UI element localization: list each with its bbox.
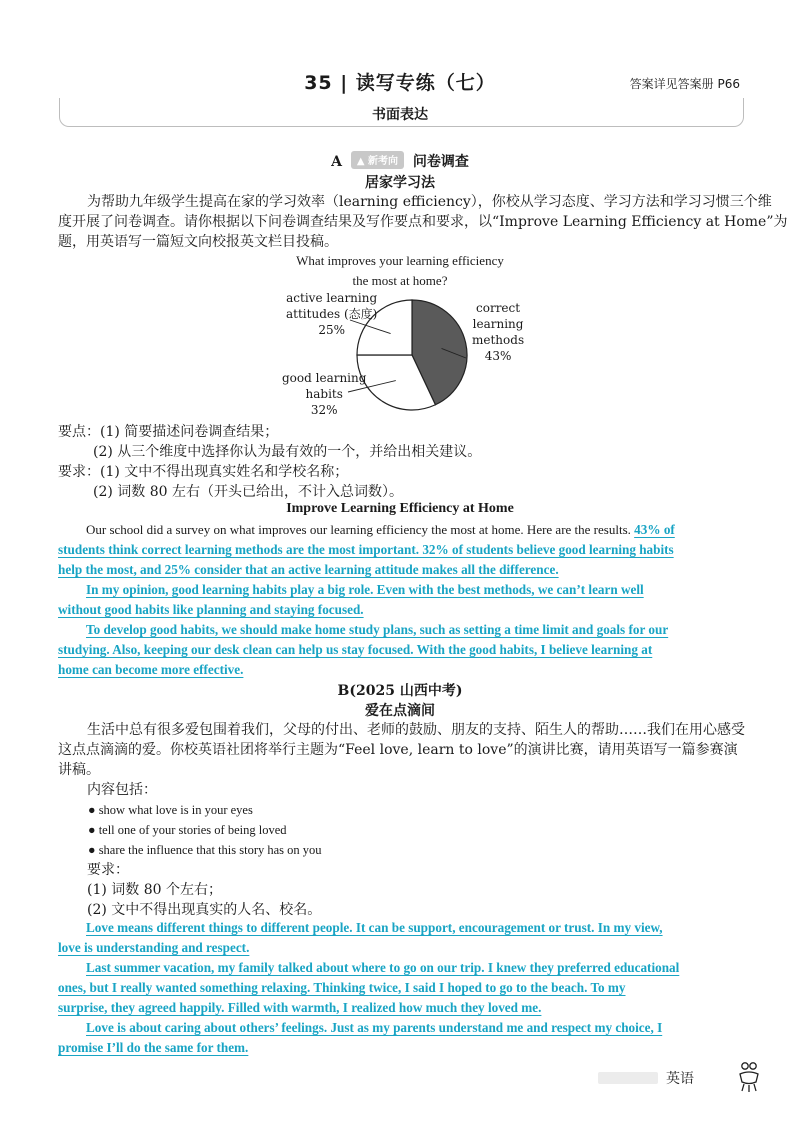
answer-text: To develop good habits, we should make home study plans, such as setting a time limit and goals for our <box>86 622 669 637</box>
answer-text: 43% of <box>634 522 675 537</box>
answer-text: without good habits like planning and staying focused. <box>58 602 364 617</box>
answer-text: love is understanding and respect. <box>58 940 250 955</box>
answer-text: In my opinion, good learning habits play a big role. Even with the best methods, we can’t learn well <box>86 582 644 597</box>
part-a-essay <box>58 520 742 680</box>
content-label: 内容包括： <box>87 782 157 798</box>
part-a-subtitle: 居家学习法 <box>365 175 435 191</box>
page-title: 35 | 读写专练（七） <box>304 72 496 94</box>
part-b-prompt-line: 讲稿。 <box>58 762 100 778</box>
answer-text: studying. Also, keeping our desk clean can help us stay focused. With the good habits, I believe learning at <box>58 642 653 657</box>
new-topic-badge: ▲ 新考向 <box>351 151 404 169</box>
part-b-label: B(2025 山西中考) <box>337 683 463 699</box>
essay-title: Improve Learning Efficiency at Home <box>286 501 514 516</box>
part-a-heading <box>0 151 800 171</box>
part-b-requirement: (1) 词数 80 个左右； <box>87 882 222 898</box>
mascot-icon <box>736 1060 762 1094</box>
part-a-prompt-line: 度开展了问卷调查。请你根据以下问卷调查结果及写作要点和要求，以“Improve Learning Efficiency at Home”为 <box>58 214 788 230</box>
part-a-label: A <box>331 154 342 170</box>
content-bullet: ● share the influence that this story has on you <box>88 843 322 857</box>
content-bullet: ● tell one of your stories of being loved <box>88 823 287 837</box>
answer-text: ones, but I really wanted something relaxing. Thinking twice, I said I hoped to go to the beach. To my <box>58 980 626 995</box>
footer-subject: 英语 <box>666 1071 694 1087</box>
part-a-prompt-line: 为帮助九年级学生提高在家的学习效率（learning efficiency），你校从学习态度、学习方法和学习习惯三个维 <box>87 194 772 210</box>
part-b-prompt-line: 这点点滴滴的爱。你校英语社团将举行主题为“Feel love, learn to love”的演讲比赛，请用英语写一篇参赛演 <box>58 742 738 758</box>
chart-title-line: What improves your learning efficiency <box>296 253 504 268</box>
part-a-requirement: (2) 词数 80 左右（开头已给出，不计入总词数）。 <box>93 484 403 500</box>
part-b-prompt-line: 生活中总有很多爱包围着我们，父母的付出、老师的鼓励、朋友的支持、陌生人的帮助……我们在用心感受 <box>87 722 745 738</box>
part-b-req-label: 要求： <box>87 862 129 878</box>
answer-text: surprise, they agreed happily. Filled with warmth, I realized how much they loved me. <box>58 1000 542 1015</box>
answer-reference: 答案详见答案册 P66 <box>629 77 740 91</box>
section-title: 书面表达 <box>372 107 428 123</box>
part-a-requirement: (2) 从三个维度中选择你认为最有效的一个，并给出相关建议。 <box>93 444 482 460</box>
part-a-topic: 问卷调查 <box>412 154 469 170</box>
answer-text: home can become more effective. <box>58 662 244 677</box>
part-b-requirement: (2) 文中不得出现真实的人名、校名。 <box>87 902 322 918</box>
footer-logo-placeholder <box>598 1072 658 1084</box>
essay-opening: Our school did a survey on what improves our learning efficiency the most at home. Here are the results. <box>86 522 631 537</box>
slice-label-active: active learning attitudes (态度) 25% <box>286 291 378 337</box>
part-b-answer <box>58 918 742 1058</box>
answer-text: Last summer vacation, my family talked about where to go on our trip. I knew they preferred educational <box>86 960 680 975</box>
answer-text: Love means different things to different people. It can be support, encouragement or trust. In my view, <box>86 920 663 935</box>
part-a-requirement: 要点：(1) 简要描述问卷调查结果； <box>58 424 279 440</box>
part-a-requirement: 要求：(1) 文中不得出现真实姓名和学校名称； <box>58 464 349 480</box>
chart-title-line: the most at home? <box>352 273 448 288</box>
answer-text: promise I’ll do the same for them. <box>58 1040 249 1055</box>
part-b-subtitle: 爱在点滴间 <box>365 703 435 719</box>
slice-label-habits: good learning habits 32% <box>282 371 367 417</box>
answer-text: students think correct learning methods are the most important. 32% of students believe good learning habits <box>58 542 674 557</box>
content-bullet: ● show what love is in your eyes <box>88 803 253 817</box>
slice-label-methods: correct learning methods 43% <box>472 301 525 363</box>
answer-text: Love is about caring about others’ feelings. Just as my parents understand me and respect my choice, I <box>86 1020 663 1035</box>
part-a-prompt-line: 题，用英语写一篇短文向校报英文栏目投稿。 <box>58 234 338 250</box>
answer-text: help the most, and 25% consider that an active learning attitude makes all the difference. <box>58 562 559 577</box>
